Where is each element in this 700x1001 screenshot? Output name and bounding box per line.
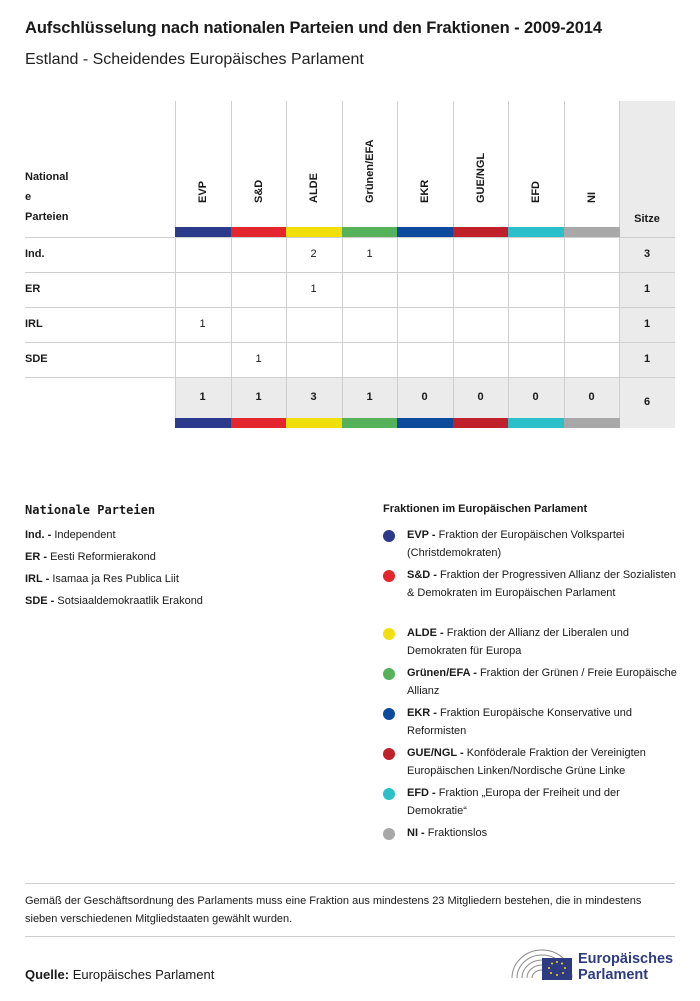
party-row-label: ER [25,283,41,295]
group-abbr: Grünen/EFA - [407,667,477,679]
page-title: Aufschlüsselung nach nationalen Parteien und den Fraktionen - 2009-2014 [25,19,602,37]
row-total-cell: 1 [643,353,651,365]
seat-cell: 1 [366,248,373,260]
group-color-bar-bottom [508,418,564,428]
group-abbr: GUE/NGL - [407,747,464,759]
group-total-cell: 0 [477,391,484,403]
group-color-bar-bottom [231,418,287,428]
logo-line-1: Europäisches [578,951,674,967]
group-dot-icon [383,570,395,582]
group-color-bar-bottom [453,418,509,428]
seat-table [25,101,675,428]
group-dot-icon [383,748,395,760]
grand-total-cell: 6 [643,396,651,408]
group-header-3 [342,115,398,227]
ep-logo-text [578,951,673,983]
note-divider-bottom [25,936,675,937]
group-header-label: EKR [419,179,431,203]
national-legend-item [25,595,203,607]
group-abbr: EVP - [407,529,436,541]
party-abbr: SDE - [25,595,55,607]
group-total-cell: 0 [588,391,595,403]
group-header-label: NI [586,192,598,203]
group-dot-icon [383,788,395,800]
sitze-column-background [619,101,675,428]
party-name: Isamaa ja Res Publica Liit [52,573,179,585]
row-total-cell: 1 [643,318,651,330]
party-row-label: SDE [25,353,48,365]
source-line [25,967,214,982]
group-header-7 [564,115,620,227]
group-header-label: S&D [253,179,265,203]
party-row-label: Ind. [25,248,45,260]
group-legend-text [407,664,679,700]
grid-hline [25,272,675,273]
group-total-cell: 3 [310,391,317,403]
group-header-label: GUE/NGL [475,152,487,203]
group-color-bar [175,227,231,237]
group-total-cell: 1 [366,391,373,403]
group-total-cell: 0 [532,391,539,403]
sitze-header: Sitze [634,213,660,225]
group-header-label: EFD [530,181,542,203]
group-header-6 [508,115,564,227]
national-legend-item [25,573,179,585]
group-name: Fraktionslos [427,827,488,839]
group-dot-icon [383,530,395,542]
group-color-bar-bottom [564,418,620,428]
group-name: Konföderale Fraktion der Vereinigten Europäischen Linken/Nordische Grüne Linke [407,747,646,777]
logo-line-2: Parlament [578,967,649,983]
group-name: Fraktion der Grünen / Freie Europäische Allianz [407,667,677,697]
group-color-bar [453,227,509,237]
group-name: Fraktion der Progressiven Allianz der Sozialisten & Demokraten im Europäischen Parlament [407,569,677,599]
group-dot-icon [383,668,395,680]
national-legend-heading: Nationale Parteien [25,503,156,517]
group-total-cell: 1 [199,391,206,403]
group-legend-text [407,784,679,820]
group-legend-heading: Fraktionen im Europäischen Parlament [383,503,588,515]
group-header-label: ALDE [308,173,320,203]
group-name: Fraktion Europäische Konservative und Reformisten [407,707,633,737]
row-total-cell: 3 [643,248,651,260]
group-legend-text [407,824,679,842]
rules-note: Gemäß der Geschäftsordnung des Parlaments muss eine Fraktion aus mindestens 23 Mitgliedern bestehen, die in mindestens sieben verschiedenen Mitgliedstaaten gewählt wurden. [25,895,642,925]
party-row-label: IRL [25,318,43,330]
row-total-cell: 1 [643,283,651,295]
group-header-5 [453,115,509,227]
group-abbr: NI - [407,827,425,839]
group-dot-icon [383,828,395,840]
group-legend-text [407,566,679,602]
party-abbr: IRL - [25,573,50,585]
seat-cell: 1 [310,283,317,295]
group-name: Fraktion der Europäischen Volkspartei (Christdemokraten) [407,529,625,559]
group-header-2 [286,115,342,227]
group-color-bar [564,227,620,237]
grid-hline [25,342,675,343]
source-value: Europäisches Parlament [72,967,215,982]
group-header-0 [175,115,231,227]
group-total-cell: 1 [255,391,262,403]
party-abbr: ER - [25,551,47,563]
seat-cell: 1 [255,353,262,365]
national-legend-item [25,529,116,541]
group-legend-text [407,526,679,562]
group-color-bar [508,227,564,237]
note-divider-top [25,883,675,884]
group-header-1 [231,115,287,227]
group-header-label: EVP [197,180,209,203]
source-label: Quelle: [25,967,70,982]
group-color-bar-bottom [397,418,453,428]
group-legend-text [407,624,679,660]
national-parties-header: National e Parteien [25,171,69,223]
group-name: Fraktion „Europa der Freiheit und der Demokratie“ [407,787,620,817]
grid-hline [25,377,675,378]
group-dot-icon [383,708,395,720]
party-abbr: Ind. - [25,529,52,541]
group-dot-icon [383,628,395,640]
group-abbr: EKR - [407,707,437,719]
group-header-4 [397,115,453,227]
party-name: Sotsiaaldemokraatlik Erakond [57,595,203,607]
grid-hline [25,237,675,238]
group-color-bar [286,227,342,237]
party-name: Eesti Reformierakond [50,551,156,563]
group-color-bar-bottom [175,418,231,428]
group-abbr: ALDE - [407,627,444,639]
seat-cell: 1 [199,318,206,330]
group-header-label: Grünen/EFA [364,139,376,203]
seat-cell: 2 [310,248,317,260]
group-abbr: EFD - [407,787,436,799]
group-color-bar [342,227,398,237]
group-color-bar-bottom [286,418,342,428]
group-legend-text [407,744,679,780]
party-name: Independent [54,529,116,541]
group-total-cell: 0 [421,391,428,403]
group-legend-text [407,704,679,740]
group-color-bar [231,227,287,237]
group-color-bar [397,227,453,237]
group-abbr: S&D - [407,569,437,581]
grid-hline [25,307,675,308]
national-legend-item [25,551,156,563]
group-name: Fraktion der Allianz der Liberalen und Demokraten für Europa [407,627,629,657]
page-subtitle: Estland - Scheidendes Europäisches Parlament [25,51,364,68]
group-color-bar-bottom [342,418,398,428]
